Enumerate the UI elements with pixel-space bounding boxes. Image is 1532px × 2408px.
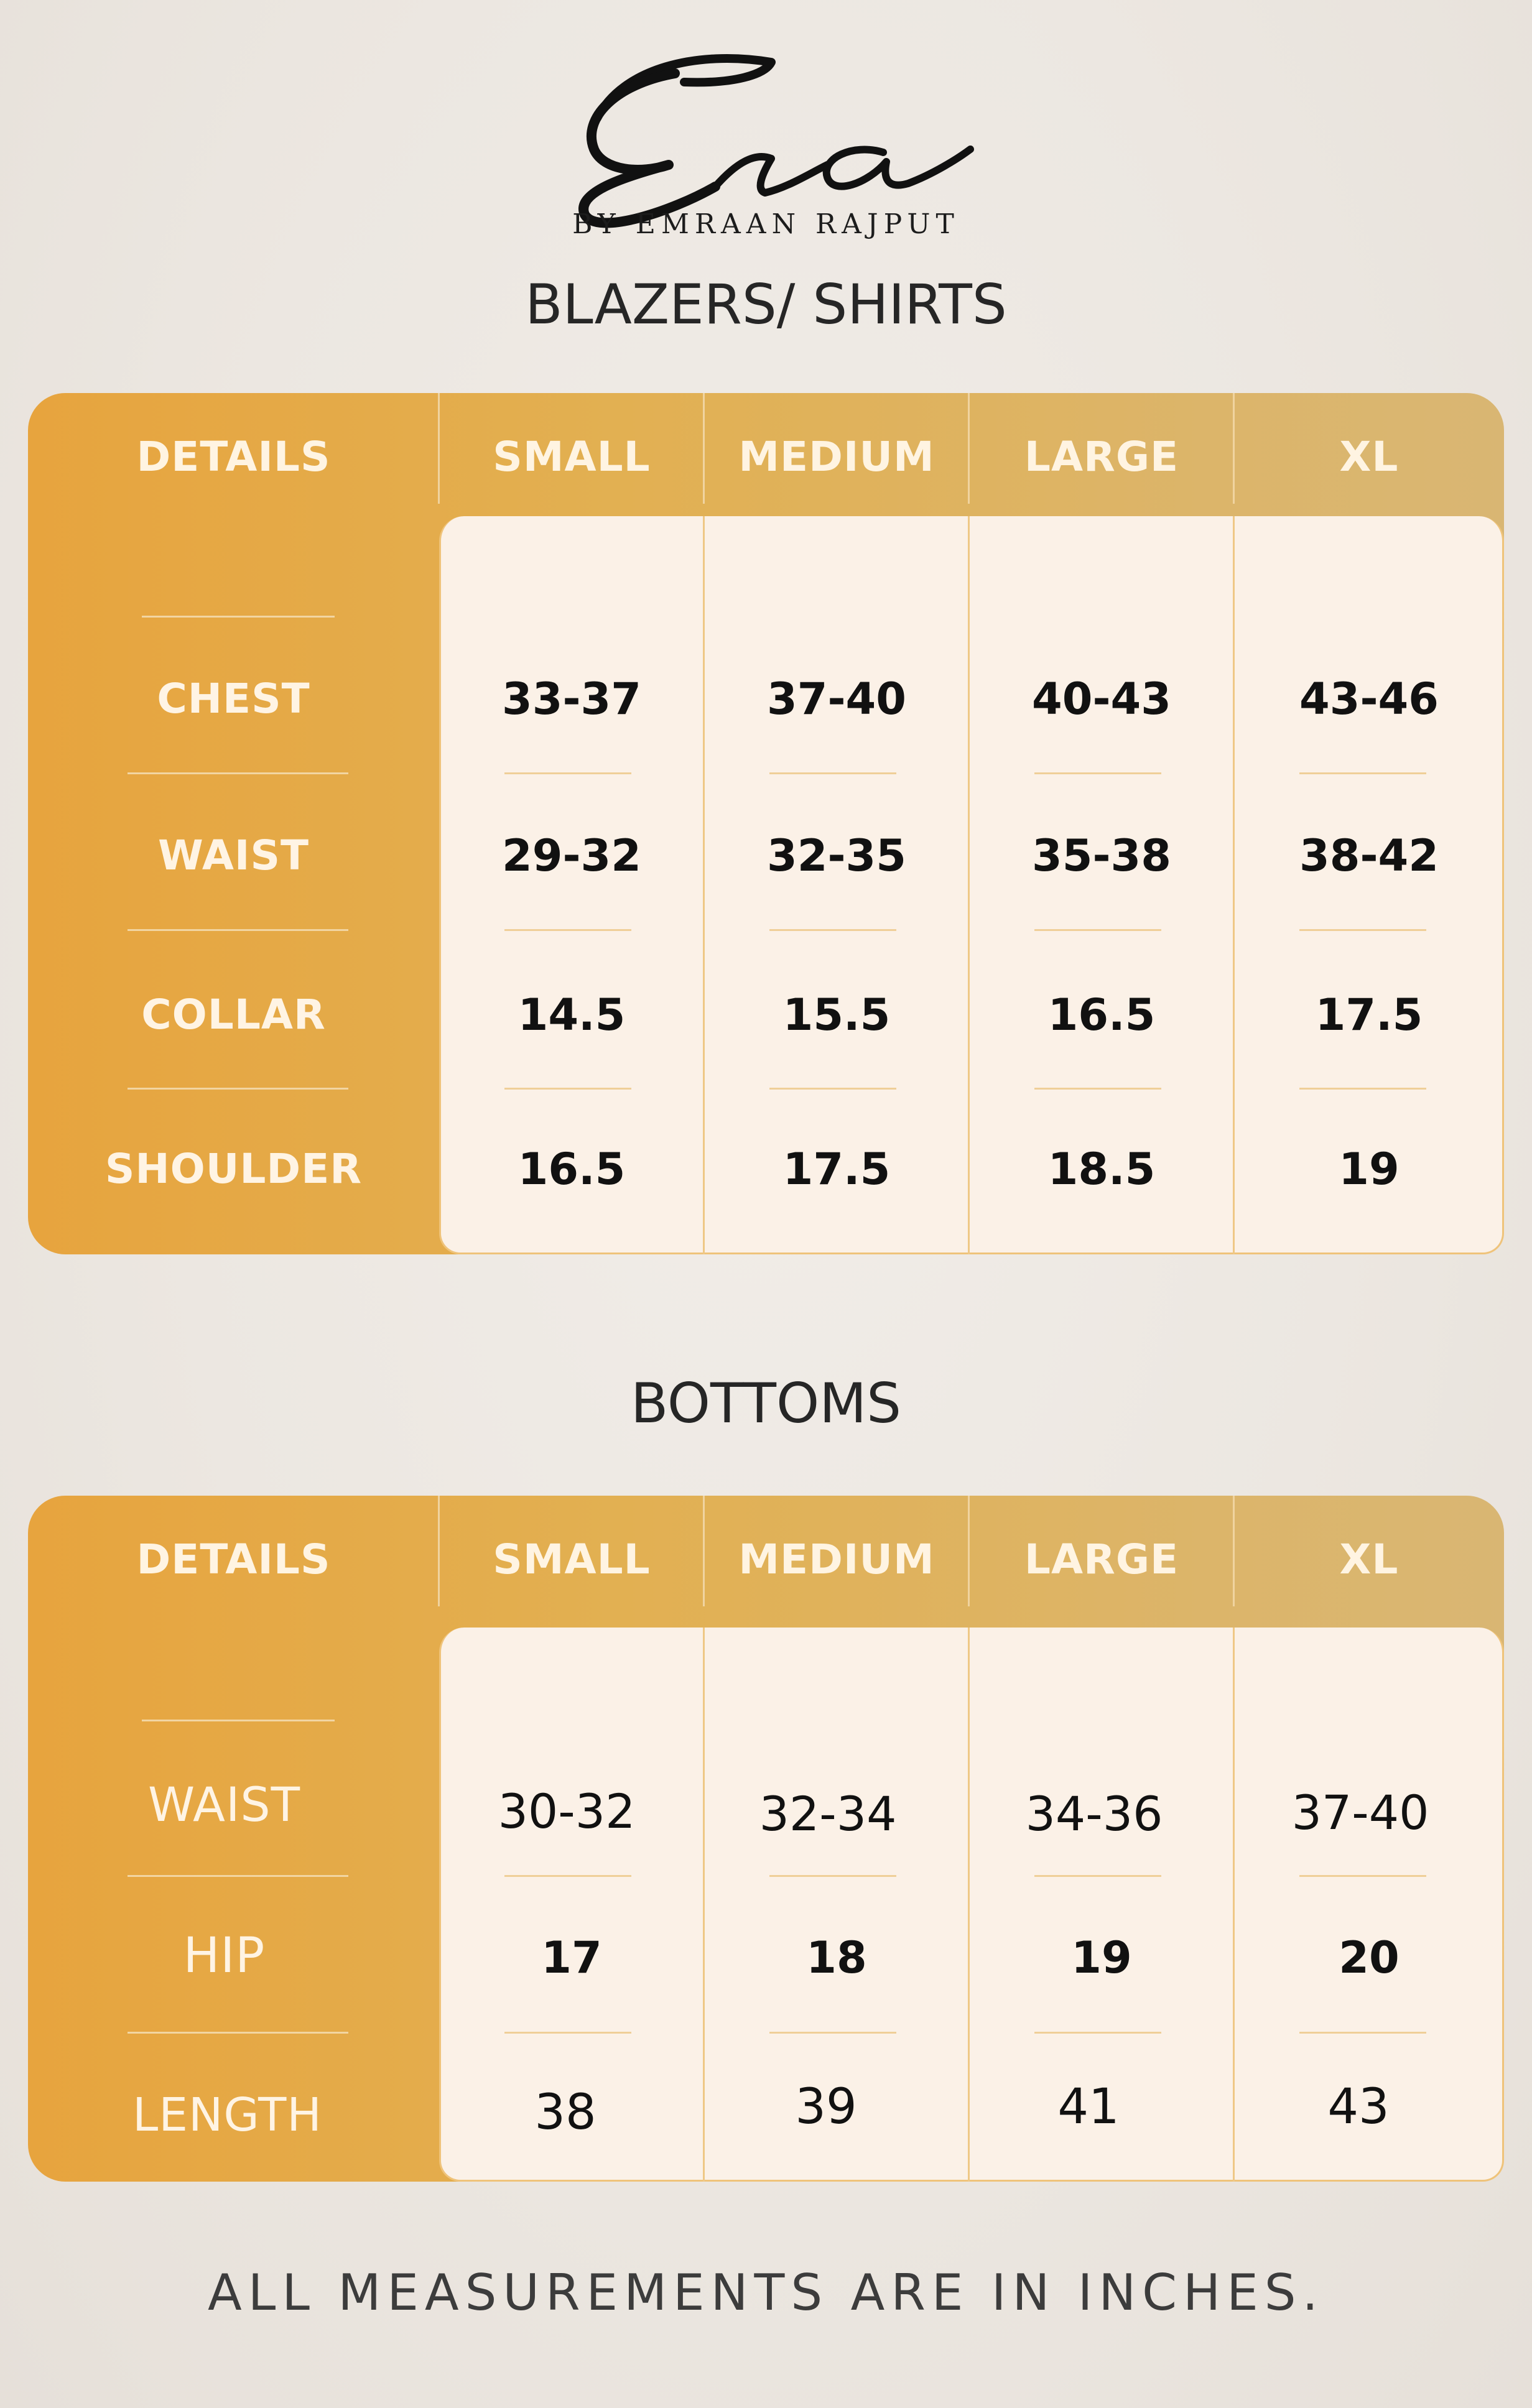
cell-collar-xl: 17.5: [1315, 989, 1423, 1040]
section-title-bottoms: BOTTOMS: [630, 1371, 902, 1435]
value-rule: [1299, 929, 1426, 931]
cell-chest-small: 33-37: [502, 674, 641, 725]
cell-waist-medium: 32-35: [767, 830, 906, 881]
cell-shoulder-large: 18.5: [1047, 1144, 1156, 1195]
header-details: DETAILS: [136, 1535, 331, 1583]
label-rule: [128, 1875, 348, 1877]
label-rule: [128, 2032, 348, 2034]
label-rule: [142, 616, 335, 618]
value-rule: [769, 2032, 896, 2034]
cell-collar-large: 16.5: [1047, 989, 1156, 1040]
brand-logo: [0, 25, 1532, 236]
cell-hip-medium: 18: [806, 1932, 867, 1983]
cell-shoulder-small: 16.5: [518, 1144, 626, 1195]
cell-length-small: 38: [534, 2085, 597, 2141]
value-rule: [769, 1088, 896, 1090]
row-label-length: LENGTH: [132, 2088, 322, 2142]
cell-hip-small: 17: [541, 1932, 602, 1983]
section-title-blazers-shirts: BLAZERS/ SHIRTS: [525, 272, 1007, 336]
value-rule: [1034, 1875, 1161, 1877]
cell-waist-large: 34-36: [1025, 1786, 1163, 1841]
value-rule: [769, 929, 896, 931]
value-rule: [504, 772, 631, 774]
row-label-waist: WAIST: [157, 831, 310, 879]
header-large: LARGE: [1024, 1535, 1179, 1583]
row-label-hip: HIP: [183, 1928, 266, 1984]
cell-length-medium: 39: [795, 2079, 857, 2135]
label-rule: [128, 1088, 348, 1090]
header-details: DETAILS: [136, 433, 331, 481]
cell-length-xl: 43: [1327, 2079, 1390, 2135]
cell-shoulder-medium: 17.5: [782, 1144, 891, 1195]
cell-waist-xl: 37-40: [1291, 1785, 1429, 1840]
value-rule: [1299, 1088, 1426, 1090]
label-rule: [128, 772, 348, 774]
value-rule: [1299, 772, 1426, 774]
row-label-shoulder: SHOULDER: [104, 1145, 363, 1193]
era-script-logo: [0, 25, 1532, 236]
cell-chest-large: 40-43: [1032, 674, 1171, 725]
header-medium: MEDIUM: [738, 433, 935, 481]
header-medium: MEDIUM: [738, 1535, 935, 1583]
value-rule: [504, 929, 631, 931]
cell-hip-large: 19: [1071, 1932, 1132, 1983]
header-xl: XL: [1339, 433, 1399, 481]
header-large: LARGE: [1024, 433, 1179, 481]
cell-collar-medium: 15.5: [782, 989, 891, 1040]
value-rule: [504, 2032, 631, 2034]
row-label-waist: WAIST: [147, 1777, 301, 1832]
cell-waist-small: 30-32: [498, 1784, 636, 1839]
cell-chest-medium: 37-40: [767, 674, 906, 725]
header-small: SMALL: [493, 1535, 651, 1583]
row-label-chest: CHEST: [157, 675, 310, 723]
header-small: SMALL: [493, 433, 651, 481]
measurement-note: ALL MEASUREMENTS ARE IN INCHES.: [208, 2264, 1324, 2322]
row-label-collar: COLLAR: [141, 991, 326, 1039]
brand-tagline: BY EMRAAN RAJPUT: [572, 208, 960, 240]
value-rule: [769, 772, 896, 774]
value-rule: [1034, 772, 1161, 774]
size-table-blazers-shirts: [28, 393, 1504, 1254]
cell-waist-xl: 38-42: [1299, 830, 1439, 881]
cell-shoulder-xl: 19: [1339, 1144, 1400, 1195]
value-rule: [1299, 1875, 1426, 1877]
value-rule: [1034, 929, 1161, 931]
value-rule: [769, 1875, 896, 1877]
value-rule: [1034, 2032, 1161, 2034]
value-rule: [1034, 1088, 1161, 1090]
value-rule: [504, 1875, 631, 1877]
value-rule: [1299, 2032, 1426, 2034]
cell-collar-small: 14.5: [518, 989, 626, 1040]
label-rule: [142, 1720, 335, 1721]
cell-waist-medium: 32-34: [759, 1786, 897, 1841]
cell-waist-large: 35-38: [1032, 830, 1171, 881]
cell-hip-xl: 20: [1339, 1932, 1400, 1983]
cell-length-large: 41: [1057, 2079, 1120, 2135]
cell-waist-small: 29-32: [502, 830, 641, 881]
cell-chest-xl: 43-46: [1299, 674, 1439, 725]
size-table-bottoms: [28, 1496, 1504, 2182]
label-rule: [128, 929, 348, 931]
header-xl: XL: [1339, 1535, 1399, 1583]
value-rule: [504, 1088, 631, 1090]
